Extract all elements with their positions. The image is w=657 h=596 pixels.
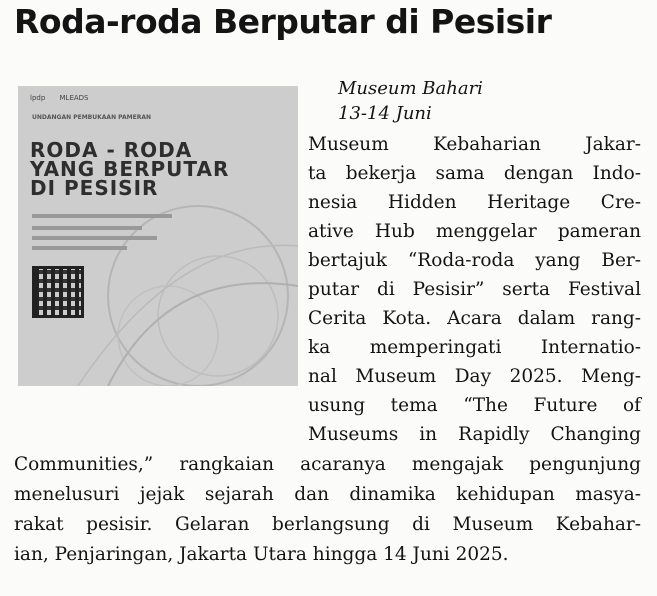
body-line: Museum Kebaharian Jakar- xyxy=(308,134,641,155)
body-line: menelusuri jejak sejarah dan dinamika kehidupan masya- xyxy=(14,484,641,505)
poster-text-bar xyxy=(32,246,127,250)
body-line: ian, Penjaringan, Jakarta Utara hingga 14 Juni 2025. xyxy=(14,544,509,565)
event-poster-image xyxy=(18,86,298,386)
headline: Roda-roda Berputar di Pesisir xyxy=(14,2,552,41)
body-line: ative Hub menggelar pameran xyxy=(308,221,641,242)
event-venue: Museum Bahari xyxy=(338,78,483,99)
sponsor-logo: MLEADS xyxy=(59,94,89,102)
poster-text-bar xyxy=(32,226,142,230)
poster-title-line: YANG BERPUTAR xyxy=(30,157,230,181)
body-line: putar di Pesisir” serta Festival xyxy=(308,279,641,300)
body-line: Cerita Kota. Acara dalam rang- xyxy=(308,308,641,329)
body-line: nesia Hidden Heritage Cre- xyxy=(308,192,641,213)
event-date: 13-14 Juni xyxy=(338,103,432,124)
poster-invitation: UNDANGAN PEMBUKAAN PAMERAN xyxy=(32,114,152,121)
poster-title-line: DI PESISIR xyxy=(30,176,159,200)
body-line: Communities,” rangkaian acaranya mengajak pengunjung xyxy=(14,454,641,475)
event-meta xyxy=(338,76,483,126)
poster-title-line: RODA - RODA xyxy=(30,138,193,162)
body-line: usung tema “The Future of xyxy=(308,395,641,416)
poster-title xyxy=(30,138,230,200)
poster-text-bar xyxy=(32,236,157,240)
qr-code xyxy=(32,266,84,318)
body-line: ka memperingati Internatio- xyxy=(308,337,641,358)
poster-sponsors xyxy=(18,94,298,102)
body-line: Museums in Rapidly Changing xyxy=(308,424,641,445)
body-line: bertajuk “Roda-roda yang Ber- xyxy=(308,250,641,271)
body-line: ta bekerja sama dengan Indo- xyxy=(308,163,641,184)
body-line: nal Museum Day 2025. Meng- xyxy=(308,366,641,387)
sponsor-logo: lpdp xyxy=(30,94,46,102)
body-line: rakat pesisir. Gelaran berlangsung di Museum Kebahar- xyxy=(14,514,641,535)
poster-text-bar xyxy=(32,214,172,218)
